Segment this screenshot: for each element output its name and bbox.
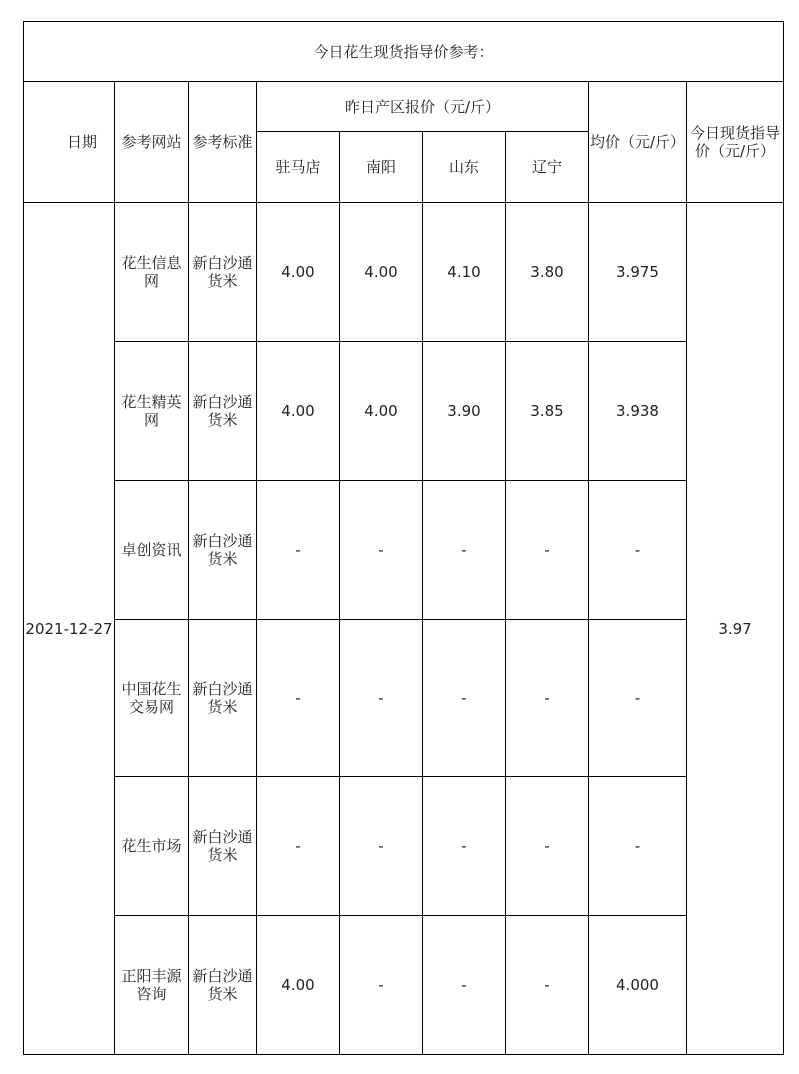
price-nanyang: -	[340, 481, 423, 620]
price-liaoning: -	[506, 481, 589, 620]
header-region-zhumadian: 驻马店	[257, 132, 340, 203]
table-row	[24, 620, 784, 777]
site-name: 花生信息网	[115, 203, 189, 342]
title-row	[24, 22, 784, 82]
price-nanyang: -	[340, 620, 423, 777]
price-shandong: -	[423, 481, 506, 620]
price-shandong: -	[423, 620, 506, 777]
price-zhumadian: 4.00	[257, 342, 340, 481]
site-name: 正阳丰源咨询	[115, 916, 189, 1055]
table-row	[24, 481, 784, 620]
price-shandong: -	[423, 916, 506, 1055]
price-zhumadian: -	[257, 481, 340, 620]
price-zhumadian: 4.00	[257, 916, 340, 1055]
price-zhumadian: 4.00	[257, 203, 340, 342]
price-liaoning: -	[506, 620, 589, 777]
table-row	[24, 777, 784, 916]
price-average: -	[589, 620, 687, 777]
standard-cell: 新白沙通货米	[189, 620, 257, 777]
site-name: 花生市场	[115, 777, 189, 916]
price-zhumadian: -	[257, 620, 340, 777]
price-table	[23, 21, 784, 1055]
standard-cell: 新白沙通货米	[189, 342, 257, 481]
header-guide-price: 今日现货指导价（元/斤）	[687, 82, 784, 203]
header-standard: 参考标准	[189, 82, 257, 203]
price-average: 3.975	[589, 203, 687, 342]
site-name: 中国花生交易网	[115, 620, 189, 777]
price-liaoning: -	[506, 916, 589, 1055]
site-name: 花生精英网	[115, 342, 189, 481]
price-average: 3.938	[589, 342, 687, 481]
price-shandong: -	[423, 777, 506, 916]
table-row	[24, 342, 784, 481]
table-row	[24, 916, 784, 1055]
standard-cell: 新白沙通货米	[189, 777, 257, 916]
price-shandong: 4.10	[423, 203, 506, 342]
price-liaoning: 3.85	[506, 342, 589, 481]
header-yesterday-quotes: 昨日产区报价（元/斤）	[257, 82, 589, 132]
header-region-shandong: 山东	[423, 132, 506, 203]
standard-cell: 新白沙通货米	[189, 203, 257, 342]
price-nanyang: 4.00	[340, 203, 423, 342]
price-nanyang: -	[340, 916, 423, 1055]
price-shandong: 3.90	[423, 342, 506, 481]
price-liaoning: 3.80	[506, 203, 589, 342]
standard-cell: 新白沙通货米	[189, 481, 257, 620]
price-nanyang: 4.00	[340, 342, 423, 481]
price-average: -	[589, 481, 687, 620]
standard-cell: 新白沙通货米	[189, 916, 257, 1055]
table-row	[24, 203, 784, 342]
price-average: 4.000	[589, 916, 687, 1055]
site-name: 卓创资讯	[115, 481, 189, 620]
price-zhumadian: -	[257, 777, 340, 916]
price-liaoning: -	[506, 777, 589, 916]
header-region-nanyang: 南阳	[340, 132, 423, 203]
guide-price-value: 3.97	[687, 203, 784, 1055]
header-date: 日期	[24, 82, 115, 203]
header-average: 均价（元/斤）	[589, 82, 687, 203]
header-region-liaoning: 辽宁	[506, 132, 589, 203]
price-average: -	[589, 777, 687, 916]
date-cell: 2021-12-27	[24, 203, 115, 1055]
price-nanyang: -	[340, 777, 423, 916]
header-row-1	[24, 82, 784, 132]
table-title: 今日花生现货指导价参考：	[24, 22, 784, 82]
header-site: 参考网站	[115, 82, 189, 203]
